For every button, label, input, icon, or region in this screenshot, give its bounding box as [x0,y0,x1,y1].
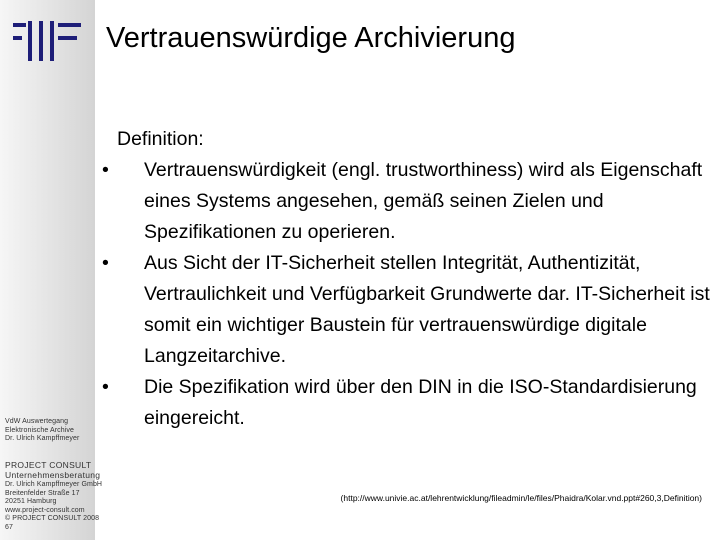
bullet-item [102,155,712,248]
bullet-text: Vertrauenswürdigkeit (engl. trustworthiness) wird als Eigenschaft eines Systems angesehen, gemäß seinen Zielen und Spezifikationen zu operieren. [144,159,703,243]
bullet-item [102,372,712,434]
sidebar-company-tagline: Unternehmensberatung [5,470,101,480]
sidebar-event-line: Elektronische Archive [5,426,75,434]
sidebar-address-line: 20251 Hamburg [5,498,57,506]
sidebar-company [5,460,100,480]
definition-bullet-list [102,155,712,434]
sidebar-event-line: VdW Auswertegang [5,418,69,425]
sidebar-address-line: Breitenfelder Straße 17 [5,489,80,497]
bullet-marker: • [102,376,109,398]
sidebar-company-name: PROJECT CONSULT [5,460,92,470]
bullet-text: Aus Sicht der IT-Sicherheit stellen Integrität, Authentizität, Vertraulichkeit und Verfügbarkeit Grundwerte dar. IT-Sicherheit ist somit ein wichtiger Baustein für vertrauenswürdige digitale Langzeitarchive. [144,252,710,367]
definition-label: Definition: [117,128,204,150]
sidebar-website-link[interactable]: www.project-consult.com [5,506,85,514]
source-link[interactable]: (http://www.univie.ac.at/lehrentwicklung/fileadmin/le/files/Phaidra/Kolar.vnd.ppt#260,3,Definition) [340,493,702,503]
sidebar [0,0,103,540]
sidebar-event-info [5,418,79,444]
sidebar-event-line: Dr. Ulrich Kampffmeyer [5,435,80,443]
sidebar-copyright: © PROJECT CONSULT 2008 [5,515,100,523]
slide-title: Vertrauenswürdige Archivierung [106,22,516,54]
sidebar-address-line: Dr. Ulrich Kampffmeyer GmbH [5,481,103,488]
bullet-item [102,248,712,372]
bullet-marker: • [102,252,109,274]
project-consult-logo-icon [13,21,81,61]
sidebar-address [5,481,102,524]
bullet-marker: • [102,159,109,181]
slide-content [102,124,712,434]
bullet-text: Die Spezifikation wird über den DIN in die ISO-Standardisierung eingereicht. [144,376,697,429]
page-number: 67 [5,524,13,531]
